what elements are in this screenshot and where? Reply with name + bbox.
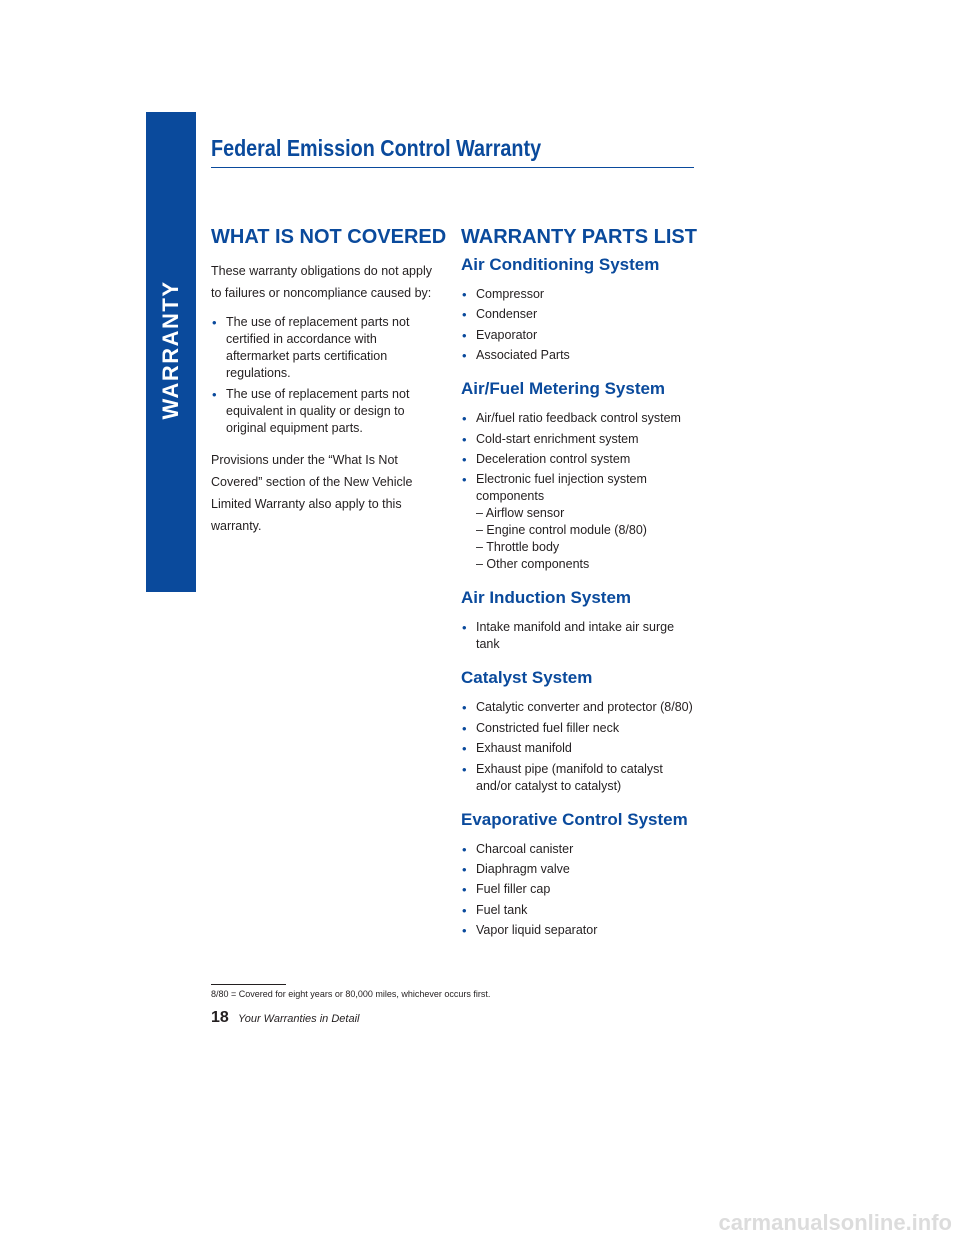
- list-item: • Deceleration control system: [462, 451, 631, 467]
- side-tab-label: WARRANTY: [158, 280, 183, 420]
- list-item: • Condenser: [462, 307, 538, 323]
- footnote-rule: [211, 984, 286, 985]
- section-heading-air-induction: Air Induction System: [461, 588, 632, 608]
- list-item: • Vapor liquid separator: [462, 923, 598, 939]
- bullet-icon: •: [462, 287, 467, 302]
- list-item: • Fuel tank: [462, 902, 528, 918]
- bullet-icon: •: [462, 327, 467, 343]
- air-conditioning-list: [461, 286, 701, 364]
- sub-list-item: – Engine control module (8/80): [476, 523, 647, 538]
- footnote: 8/80 = Covered for eight years or 80,000 miles, whichever occurs first.: [211, 989, 491, 999]
- bullet-icon: •: [462, 741, 467, 757]
- list-item: • The use of replacement parts not equivalent in quality or design to original equipment parts.: [212, 387, 410, 435]
- bullet-icon: •: [462, 841, 467, 857]
- list-item: • Cold-start enrichment system: [462, 431, 639, 447]
- page-number: 18: [211, 1009, 229, 1026]
- provisions-text: Provisions under the “What Is Not Covered” section of the New Vehicle Limited Warranty also apply to this warranty.: [211, 453, 413, 533]
- bullet-icon: •: [462, 620, 467, 636]
- left-column: [211, 224, 447, 537]
- bullet-icon: •: [462, 411, 467, 427]
- catalyst-list: [461, 699, 701, 794]
- bullet-icon: •: [212, 387, 217, 402]
- list-item: • Diaphragm valve: [462, 861, 570, 877]
- list-item: • The use of replacement parts not certified in accordance with aftermarket parts certification regulations.: [212, 315, 410, 380]
- watermark-logo: carmanualsonline.info: [718, 1210, 952, 1235]
- section-heading-catalyst: Catalyst System: [461, 668, 593, 688]
- list-item: • Evaporator: [462, 327, 538, 343]
- bullet-icon: •: [462, 348, 467, 364]
- not-covered-heading: WHAT IS NOT COVERED: [211, 226, 447, 248]
- section-heading-evaporative: Evaporative Control System: [461, 809, 688, 829]
- evaporative-list: [461, 841, 701, 940]
- page-title: Federal Emission Control Warranty: [211, 135, 542, 161]
- sub-list-item: – Other components: [476, 557, 590, 572]
- list-item: • Charcoal canister: [462, 841, 574, 857]
- bullet-icon: •: [462, 700, 467, 716]
- bullet-icon: •: [462, 431, 467, 447]
- sub-list-item: – Throttle body: [476, 540, 560, 555]
- bullet-icon: •: [462, 761, 467, 777]
- bullet-icon: •: [462, 902, 467, 918]
- list-item: • Constricted fuel filler neck: [462, 720, 620, 736]
- list-item: • Catalytic converter and protector (8/80): [462, 700, 693, 716]
- bullet-icon: •: [462, 861, 467, 877]
- air-induction-list: [461, 619, 701, 653]
- section-heading-air-conditioning: Air Conditioning System: [461, 255, 660, 274]
- list-item: • Associated Parts: [462, 348, 570, 364]
- bullet-icon: •: [462, 923, 467, 939]
- not-covered-list: [211, 314, 443, 437]
- list-item: • Air/fuel ratio feedback control system: [462, 411, 681, 427]
- sub-list-item: – Airflow sensor: [476, 506, 565, 521]
- parts-list-heading: WARRANTY PARTS LIST: [461, 226, 697, 248]
- list-item: • Exhaust pipe (manifold to catalyst and/or catalyst to catalyst): [462, 761, 663, 793]
- fuel-injection-components-list: [476, 505, 701, 573]
- list-item: • Intake manifold and intake air surge tank: [462, 620, 675, 652]
- bullet-icon: •: [462, 720, 467, 736]
- list-item: • Compressor: [462, 287, 545, 302]
- running-title: Your Warranties in Detail: [238, 1013, 360, 1025]
- list-item: • Electronic fuel injection system components – Airflow sensor – Engine control module (8/80) – Throttle body – Other components: [461, 471, 701, 573]
- bullet-icon: •: [462, 451, 467, 467]
- title-rule: [211, 167, 694, 168]
- list-item: • Fuel filler cap: [462, 882, 551, 898]
- list-item: • Exhaust manifold: [462, 741, 572, 757]
- bullet-icon: •: [212, 315, 217, 330]
- not-covered-intro: These warranty obligations do not apply to failures or noncompliance caused by:: [211, 264, 432, 300]
- right-column: [461, 224, 701, 942]
- bullet-icon: •: [462, 472, 467, 488]
- bullet-icon: •: [462, 307, 467, 323]
- section-heading-air-fuel-metering: Air/Fuel Metering System: [461, 379, 666, 399]
- air-fuel-metering-list: [461, 410, 701, 573]
- bullet-icon: •: [462, 882, 467, 898]
